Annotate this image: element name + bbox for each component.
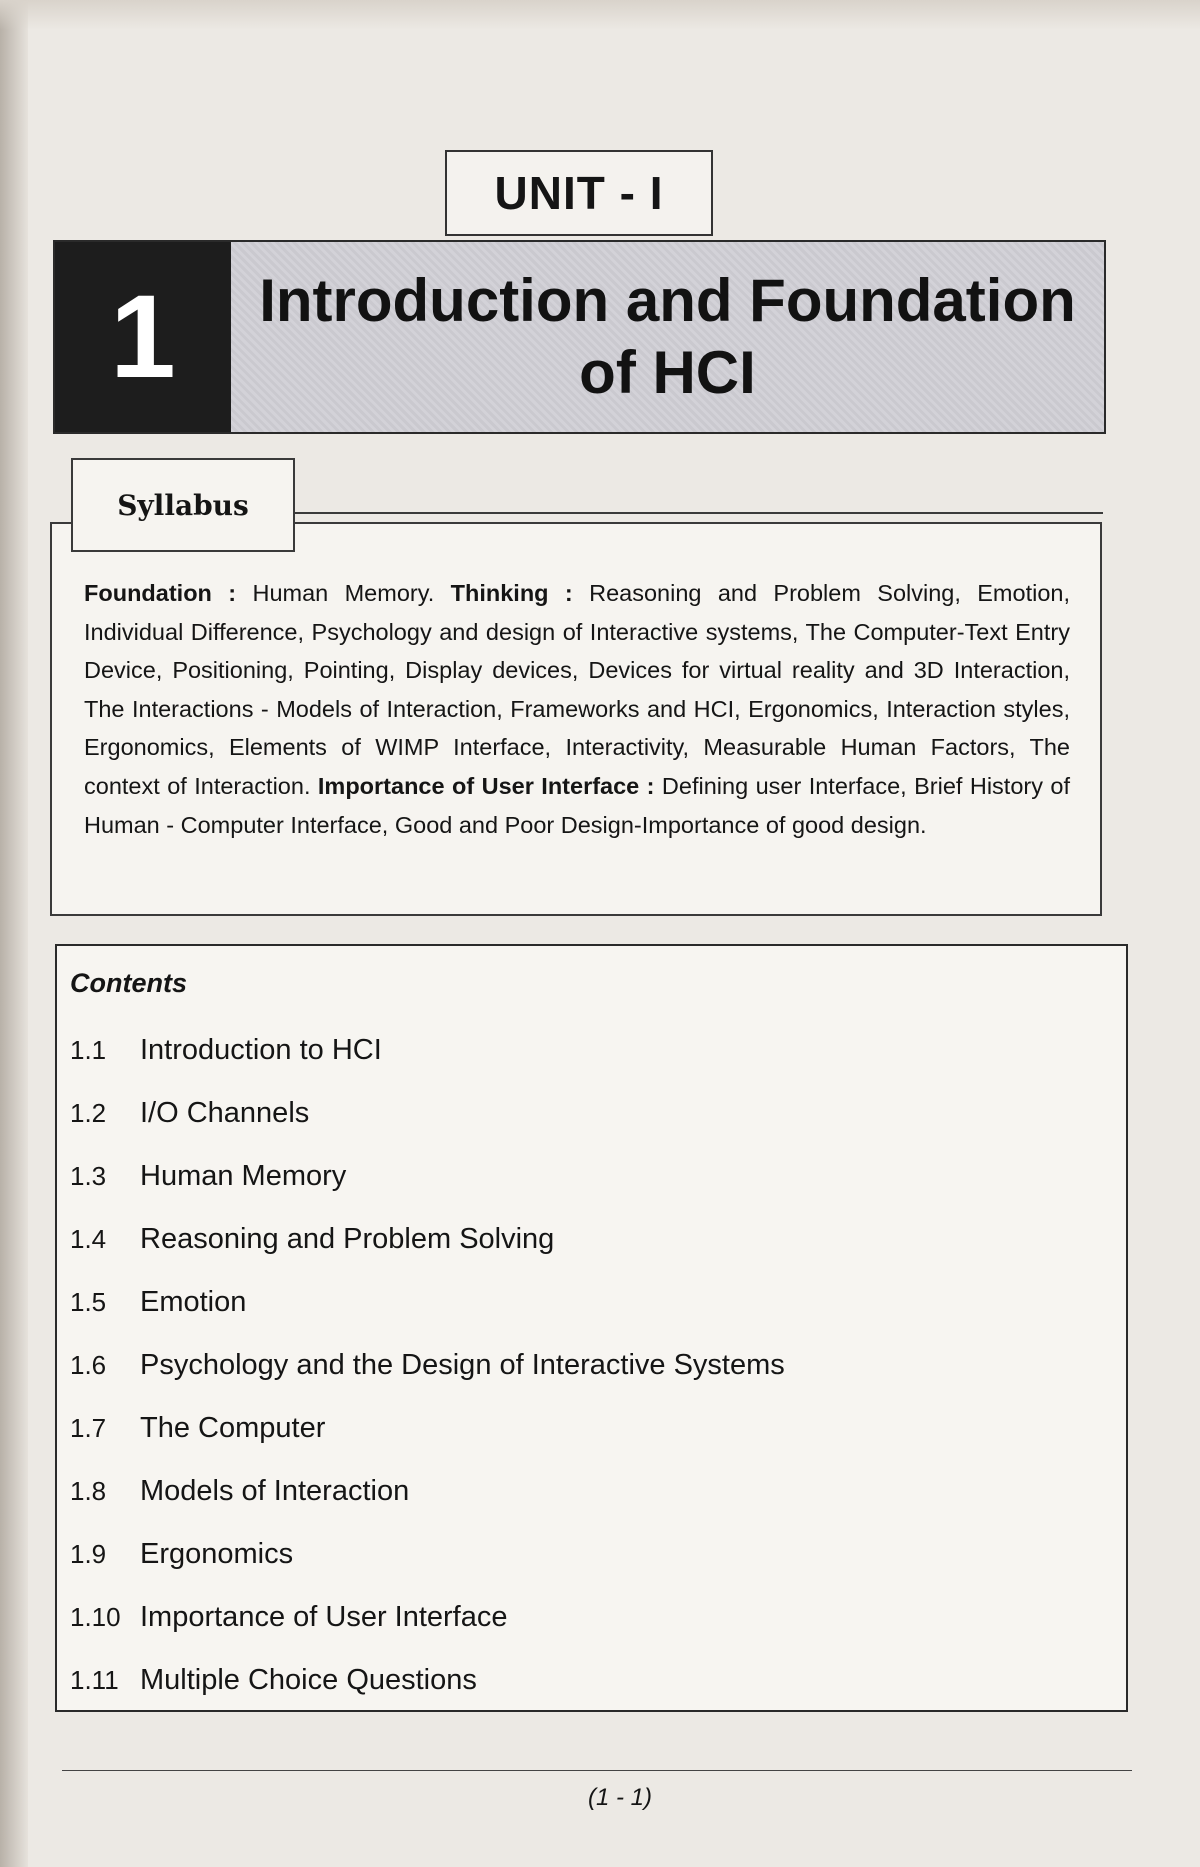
contents-item-number: 1.7: [70, 1413, 107, 1443]
contents-item-number: 1.2: [70, 1098, 107, 1128]
syllabus-box: [50, 522, 1102, 916]
contents-item-number: 1.3: [70, 1161, 107, 1191]
contents-heading: Contents: [70, 968, 187, 998]
contents-item[interactable]: [70, 1145, 1114, 1208]
contents-item-number: 1.9: [70, 1539, 107, 1569]
contents-item-label: Psychology and the Design of Interactive Systems: [140, 1349, 785, 1381]
chapter-title: [231, 242, 1104, 432]
contents-list: [70, 1019, 1114, 1712]
chapter-number: 1: [55, 242, 231, 432]
syllabus-rule: [293, 512, 1103, 514]
contents-item[interactable]: [70, 1019, 1114, 1082]
contents-item-label: Introduction to HCI: [140, 1034, 382, 1066]
contents-item-label: Models of Interaction: [140, 1475, 410, 1507]
contents-item[interactable]: [70, 1523, 1114, 1586]
syllabus-heading: Syllabus: [71, 458, 295, 552]
contents-item[interactable]: [70, 1271, 1114, 1334]
chapter-title-line1: Introduction and Foundation: [259, 267, 1076, 334]
contents-item-number: 1.8: [70, 1476, 107, 1506]
chapter-title-line2: of HCI: [579, 339, 756, 406]
contents-item-label: The Computer: [140, 1412, 326, 1444]
syllabus-thinking-label: Thinking :: [450, 580, 573, 606]
footer-rule: [62, 1770, 1132, 1771]
contents-item[interactable]: [70, 1334, 1114, 1397]
syllabus-foundation-label: Foundation :: [84, 580, 237, 606]
syllabus-thinking-text: Reasoning and Problem Solving, Emotion, Individual Difference, Psychology and design of Interactive systems, The Computer-Text Entry Device, Positioning, Pointing, Display devices, Devices for virtual reality and 3D Interaction, The Interactions - Models of Interaction, Frameworks and HCI, Ergonomics, Interaction styles, Ergonomics, Elements of WIMP Interface, Interactivity, Measurable Human Factors, The context of Interaction.: [84, 580, 1070, 799]
contents-item-label: Ergonomics: [140, 1538, 294, 1570]
contents-item-label: Emotion: [140, 1286, 247, 1318]
unit-label-box: [445, 150, 713, 236]
contents-item[interactable]: [70, 1208, 1114, 1271]
contents-item-number: 1.10: [70, 1602, 121, 1632]
unit-label: UNIT - I: [494, 167, 664, 219]
contents-item[interactable]: [70, 1460, 1114, 1523]
page-top-shade: [0, 0, 1200, 30]
syllabus-text: [84, 574, 1070, 844]
page-number: (1 - 1): [587, 1784, 652, 1811]
contents-item-label: Human Memory: [140, 1160, 347, 1192]
contents-item-number: 1.5: [70, 1287, 107, 1317]
contents-item-number: 1.4: [70, 1224, 107, 1254]
syllabus-ui-text: Defining user Interface, Brief History of Human - Computer Interface, Good and Poor Design-Importance of good design.: [84, 772, 1070, 838]
contents-item-label: Importance of User Interface: [140, 1601, 508, 1633]
contents-item-number: 1.1: [70, 1035, 107, 1065]
contents-box: [55, 944, 1128, 1712]
page-edge-shadow: [0, 0, 28, 1867]
syllabus-ui-label: Importance of User Interface :: [317, 772, 655, 799]
chapter-banner: [53, 240, 1106, 434]
syllabus-foundation-text: Human Memory.: [236, 580, 451, 606]
contents-item-label: Reasoning and Problem Solving: [140, 1223, 555, 1255]
contents-item[interactable]: [70, 1649, 1114, 1712]
contents-item-label: Multiple Choice Questions: [140, 1664, 477, 1696]
contents-item[interactable]: [70, 1586, 1114, 1649]
contents-item-number: 1.6: [70, 1350, 107, 1380]
contents-item-number: 1.11: [70, 1665, 119, 1695]
contents-item[interactable]: [70, 1397, 1114, 1460]
contents-item-label: I/O Channels: [140, 1097, 310, 1129]
contents-item[interactable]: [70, 1082, 1114, 1145]
